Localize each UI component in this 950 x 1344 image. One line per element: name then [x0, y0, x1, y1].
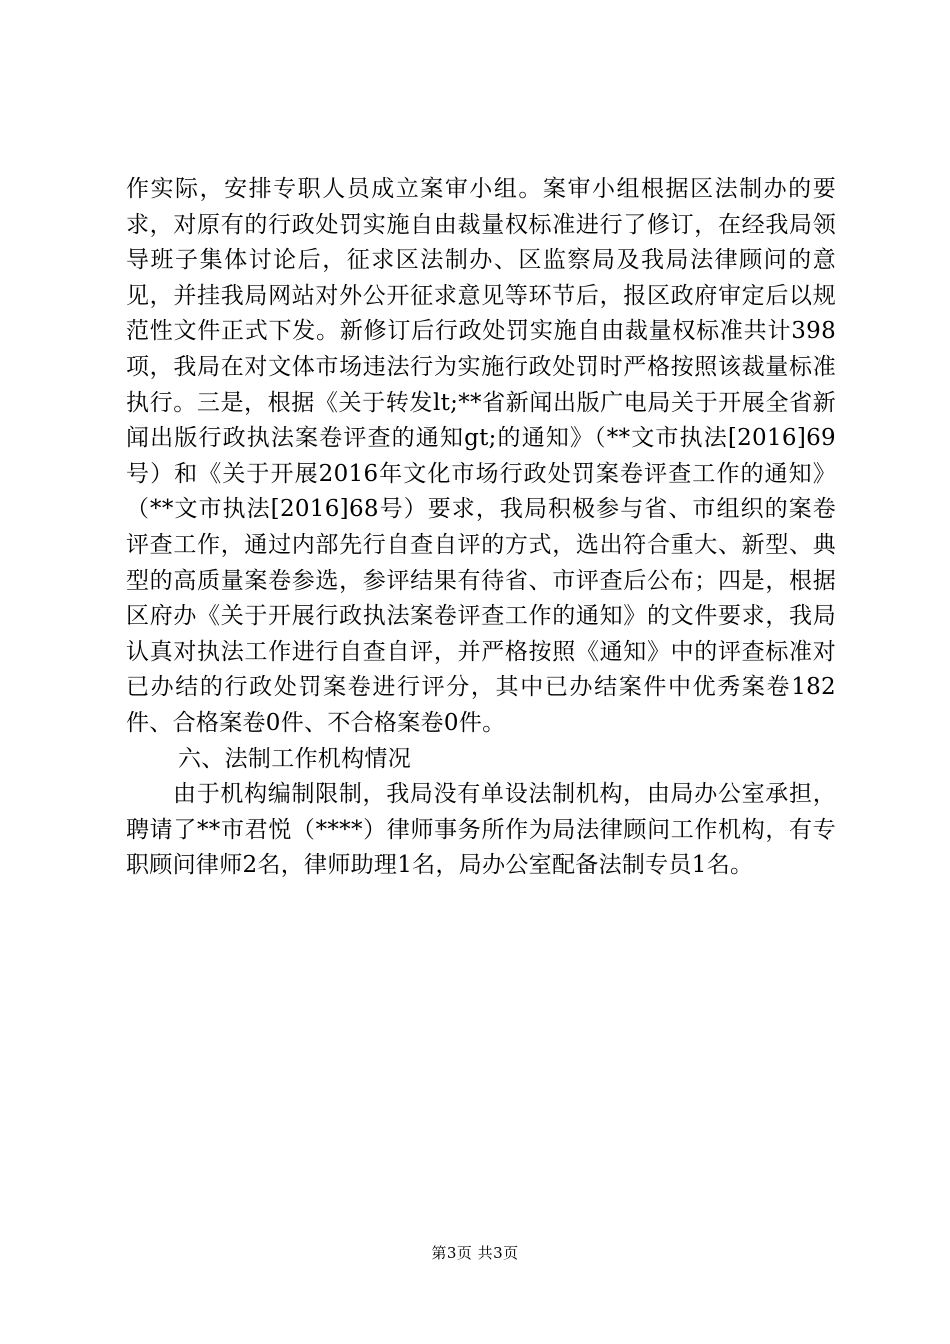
section-heading: 六、法制工作机构情况	[178, 745, 411, 772]
page-number-label: 第3页 共3页	[431, 1244, 519, 1262]
document-body	[126, 172, 836, 884]
page-footer	[0, 1243, 950, 1263]
section-paragraph: 由于机构编制限制，我局没有单设法制机构，由局办公室承担，聘请了**市君悦（****）律师事务所作为局法律顾问工作机构，有专职顾问律师2名，律师助理1名，局办公室配备法制专员1名。	[126, 781, 836, 879]
body-paragraph: 作实际，安排专职人员成立案审小组。案审小组根据区法制办的要求，对原有的行政处罚实施自由裁量权标准进行了修订，在经我局领导班子集体讨论后，征求区法制办、区监察局及我局法律顾问的意见，并挂我局网站对外公开征求意见等环节后，报区政府审定后以规范性文件正式下发。新修订后行政处罚实施自由裁量权标准共计398项，我局在对文体市场违法行为实施行政处罚时严格按照该裁量标准执行。三是，根据《关于转发lt;**省新闻出版广电局关于开展全省新闻出版行政执法案卷评查的通知gt;的通知》（**文市执法[2016]69号）和《关于开展2016年文化市场行政处罚案卷评查工作的通知》（**文市执法[2016]68号）要求，我局积极参与省、市组织的案卷评查工作，通过内部先行自查自评的方式，选出符合重大、新型、典型的高质量案卷参选，参评结果有待省、市评查后公布；四是，根据区府办《关于开展行政执法案卷评查工作的通知》的文件要求，我局认真对执法工作进行自查自评，并严格按照《通知》中的评查标准对已办结的行政处罚案卷进行评分，其中已办结案件中优秀案卷182件、合格案卷0件、不合格案卷0件。	[126, 176, 836, 736]
